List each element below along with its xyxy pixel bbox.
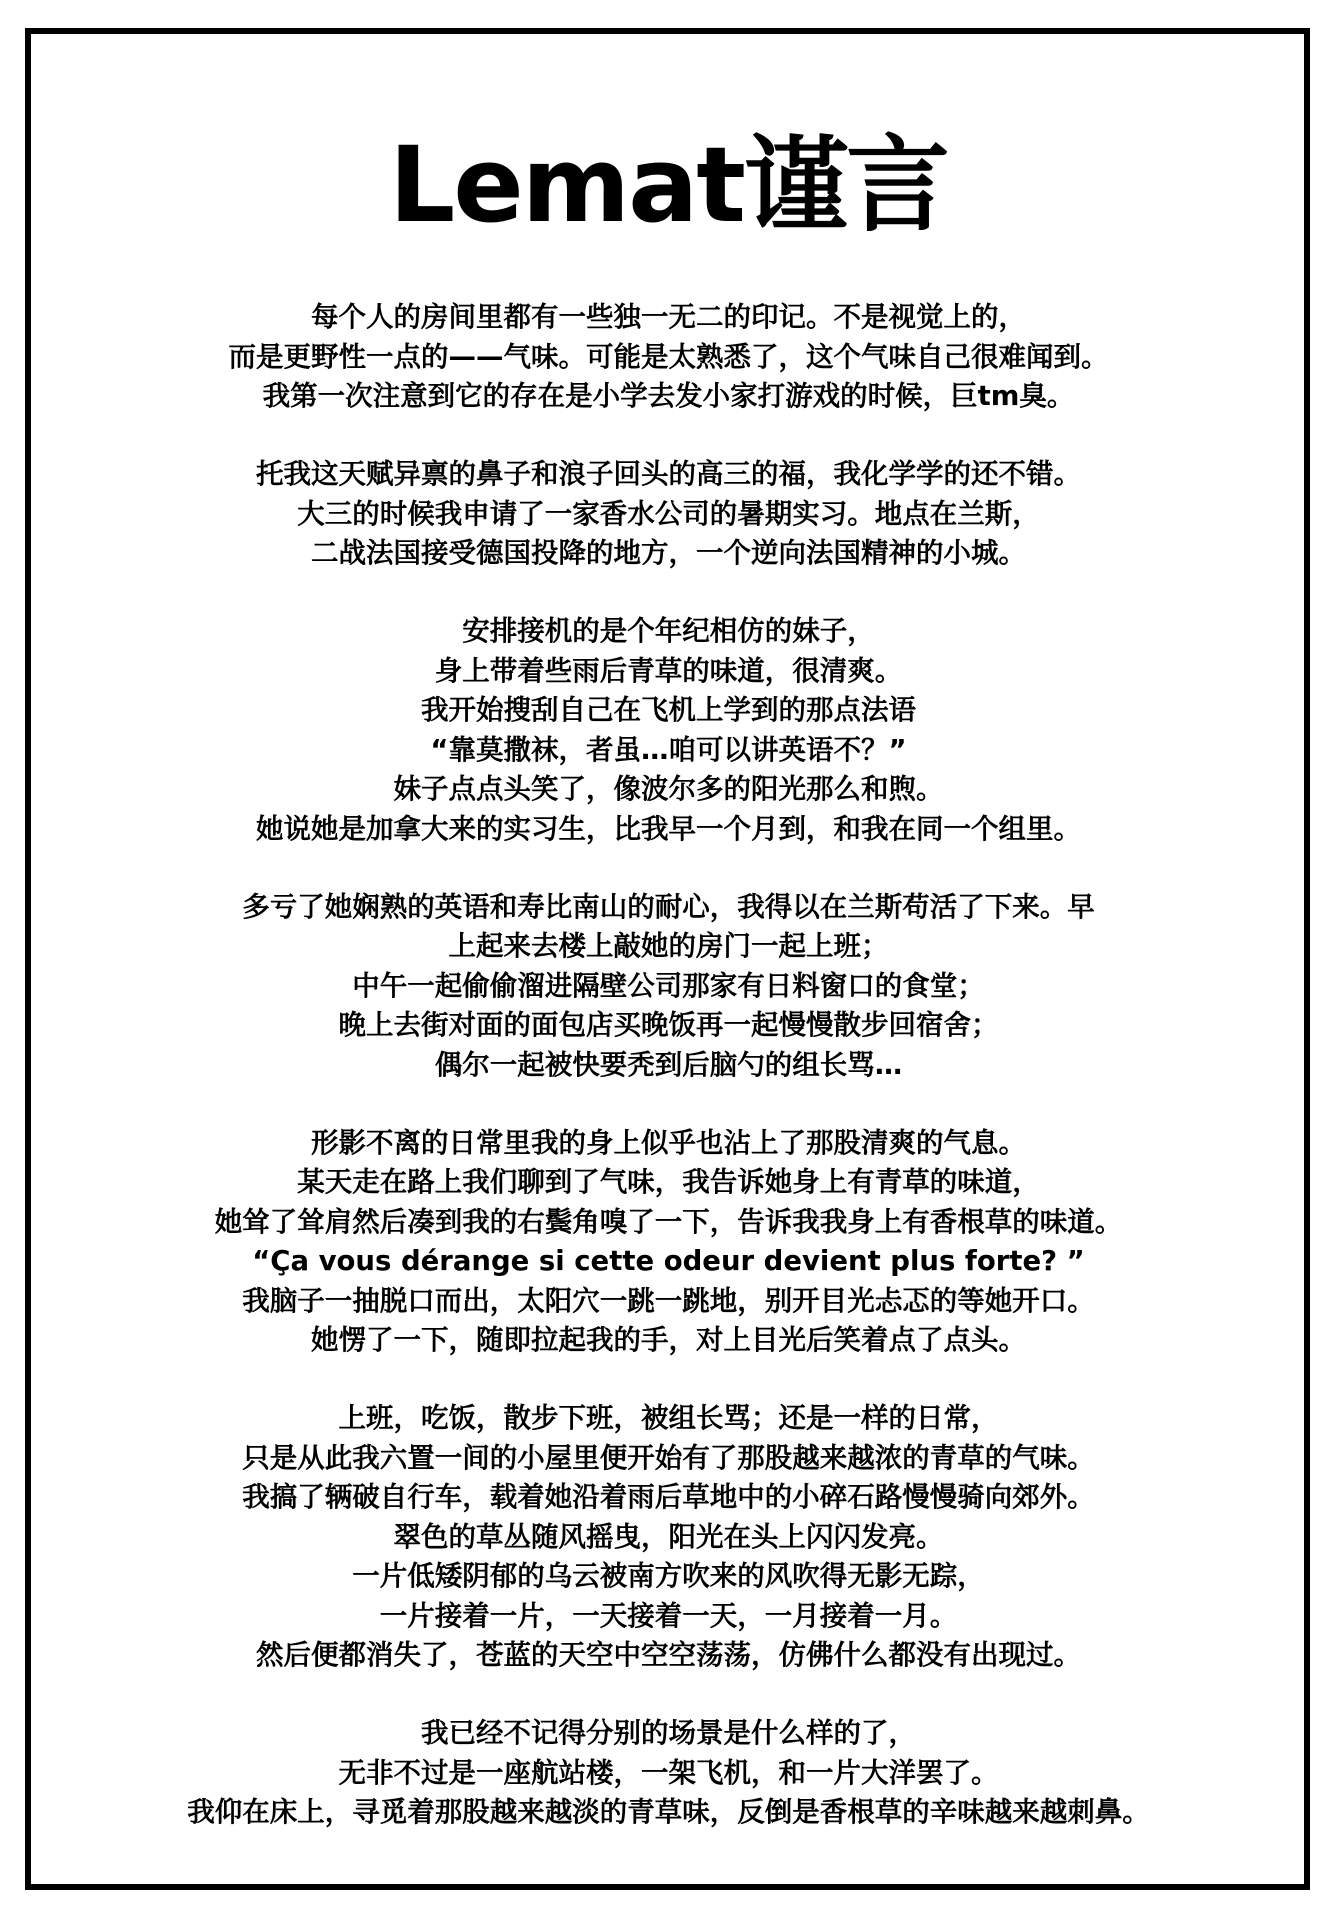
text-line: 安排接机的是个年纪相仿的妹子， [462,615,875,647]
text-line: 她愣了一下，随即拉起我的手，对上目光后笑着点了点头。 [311,1324,1026,1356]
text-line: 偶尔一起被快要秃到后脑勺的组长骂… [434,1048,903,1081]
text-line: 我开始搜刮自己在飞机上学到的那点法语 [421,694,916,726]
paragraph-2 [40,455,1297,574]
text-line: 我脑子一抽脱口而出，太阳穴一跳一跳地，别开目光忐忑的等她开口。 [242,1284,1095,1317]
paragraph-7 [40,1714,1297,1833]
text-line: “Ça vous dérange si cette odeur devient plus forte? ” [252,1245,1085,1277]
text-line: 只是从此我六置一间的小屋里便开始有了那股越来越浓的青草的气味。 [242,1441,1095,1474]
text-line: 晚上去街对面的面包店买晚饭再一起慢慢散步回宿舍； [338,1009,999,1041]
text-line: 她说她是加拿大来的实习生，比我早一个月到，和我在同一个组里。 [256,812,1081,845]
text-line: “靠莫撒袜，者虽…咱可以讲英语不？” [430,733,907,766]
text-line: 妹子点点头笑了，像波尔多的阳光那么和煦。 [393,773,944,805]
article-body [40,298,1297,1871]
paragraph-4 [40,888,1297,1086]
text-line: 上班，吃饭，散步下班，被组长骂；还是一样的日常， [338,1402,999,1434]
text-line: 无非不过是一座航站楼，一架飞机，和一片大洋罢了。 [338,1756,999,1789]
text-line: 一片低矮阴郁的乌云被南方吹来的风吹得无影无踪， [352,1560,985,1592]
text-line: 中午一起偷偷溜进隔壁公司那家有日料窗口的食堂； [352,969,985,1002]
paragraph-5 [40,1124,1297,1361]
text-line: 然后便都消失了，苍蓝的天空中空空荡荡，仿佛什么都没有出现过。 [256,1639,1081,1671]
text-line: 我搞了辆破自行车，载着她沿着雨后草地中的小碎石路慢慢骑向郊外。 [242,1481,1095,1513]
text-line: 身上带着些雨后青草的味道，很清爽。 [434,654,903,687]
text-line: 我仰在床上，寻觅着那股越来越淡的青草味，反倒是香根草的辛味越来越刺鼻。 [187,1796,1150,1828]
text-line: 二战法国接受德国投降的地方，一个逆向法国精神的小城。 [311,537,1026,569]
paragraph-3 [40,612,1297,849]
text-line: 我已经不记得分别的场景是什么样的了， [421,1717,916,1749]
text-line: 上起来去楼上敲她的房门一起上班； [448,930,889,962]
page-title: Lemat谨言 [388,124,949,246]
text-line: 我第一次注意到它的存在是小学去发小家打游戏的时候，巨tm臭。 [262,380,1075,412]
text-line: 大三的时候我申请了一家香水公司的暑期实习。地点在兰斯， [297,497,1040,530]
paragraph-6 [40,1399,1297,1676]
text-line: 而是更野性一点的——气味。可能是太熟悉了，这个气味自己很难闻到。 [228,340,1109,373]
text-line: 形影不离的日常里我的身上似乎也沾上了那股清爽的气息。 [311,1126,1026,1159]
text-line: 每个人的房间里都有一些独一无二的印记。不是视觉上的， [311,301,1026,333]
paragraph-1 [40,298,1297,417]
text-line: 她耸了耸肩然后凑到我的右鬓角嗅了一下，告诉我我身上有香根草的味道。 [214,1205,1123,1238]
text-line: 翠色的草丛随风摇曳，阳光在头上闪闪发亮。 [393,1520,944,1553]
text-line: 托我这天赋异禀的鼻子和浪子回头的高三的福，我化学学的还不错。 [256,458,1081,490]
text-line: 一片接着一片，一天接着一天，一月接着一月。 [379,1599,958,1632]
text-line: 多亏了她娴熟的英语和寿比南山的耐心，我得以在兰斯苟活了下来。早 [242,890,1095,923]
text-line: 某天走在路上我们聊到了气味，我告诉她身上有青草的味道， [297,1166,1040,1198]
